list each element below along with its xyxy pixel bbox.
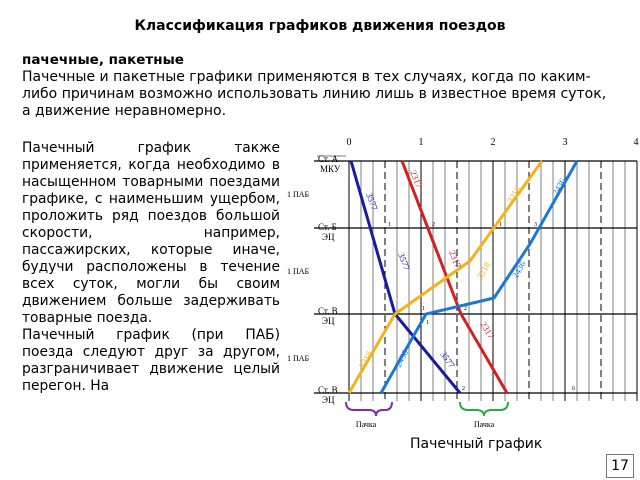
train-number-3577: 3577 (364, 191, 380, 212)
train-number-3218b: 3218 (474, 260, 493, 281)
haul-label: 1 ПАБ (287, 354, 310, 363)
hour-label: 1 (418, 137, 424, 148)
minute-mark: 2 (464, 306, 467, 312)
hour-label: 4 (633, 137, 639, 148)
diagram-caption: Пачечный график (410, 436, 543, 452)
slide-title: Классификация графиков движения поездов (134, 18, 506, 34)
train-number-3218c: 3218 (356, 349, 375, 370)
minute-mark: 3 (534, 222, 537, 228)
subhead-packet-label: пачечные (22, 52, 99, 68)
minute-mark: 2 (462, 386, 465, 392)
minute-mark: 1 (422, 306, 425, 312)
train-line-2317 (402, 161, 507, 393)
station-v2-sublabel: ЭЦ (322, 395, 335, 405)
bracket-label-left: Пачка (355, 420, 377, 429)
subheading (22, 52, 184, 68)
station-a-sublabel: МКУ (320, 164, 341, 174)
minute-mark: 1 (499, 222, 502, 228)
body-paragraph-2: Пачечный график (при ПАБ) поезда следуют друг за другом, разграничивает движение целый перегон. На (22, 327, 280, 394)
train-number-2317: 2317 (408, 169, 425, 190)
bracket-label-right: Пачка (473, 420, 495, 429)
train-number-3577b: 3577 (396, 251, 412, 272)
station-v-label: Ст. В (318, 306, 338, 316)
body-text (22, 140, 280, 395)
hour-label: 2 (490, 137, 496, 148)
minute-mark: 1 (388, 222, 391, 228)
page-number: 17 (606, 454, 634, 478)
train-number-3218: 3218 (505, 184, 523, 205)
train-number-2436: 2436 (550, 176, 568, 197)
subhead-batch-label: пакетные (108, 52, 184, 68)
hour-label: 0 (346, 137, 352, 148)
train-number-2317b: 2317 (447, 249, 464, 270)
station-b-label: Ст. Б (318, 222, 337, 232)
minute-mark: 6 (572, 386, 575, 392)
minute-mark: 1 (426, 320, 429, 326)
train-number-2317c: 2317 (478, 319, 497, 341)
bracket-right (460, 402, 508, 416)
haul-label: 1 ПАБ (287, 267, 310, 276)
intro-paragraph: Пачечные и пакетные графики применяются в тех случаях, когда по каким-либо причинам возможно использовать линию лишь в известное время суток, а движение неравномерно. (22, 69, 607, 119)
station-v2-label: Ст. В (318, 385, 338, 395)
minute-mark: 2 (432, 222, 435, 228)
train-schedule-diagram (284, 134, 640, 436)
station-a-label: Ст. А (318, 154, 339, 164)
train-number-2436b: 2436 (510, 259, 528, 280)
subhead-separator: , (98, 52, 109, 68)
bracket-left (346, 402, 392, 416)
hour-label: 3 (562, 137, 568, 148)
station-b-sublabel: ЭЦ (322, 232, 335, 242)
train-lines (349, 161, 577, 393)
train-number-2436c: 2436 (392, 348, 411, 369)
body-paragraph-1: Пачечный график также применяется, когда необходимо в насыщенном товарными поездами графике, с наименьшим ущербом, проложить ряд поездов большой скорости, например, пассажирских, которые иначе, будучи расположены в течение всех суток, могли бы своим движением больше задерживать товарные поезда. (22, 140, 280, 326)
haul-label: 1 ПАБ (287, 190, 310, 199)
station-v-sublabel: ЭЦ (322, 316, 335, 326)
train-number-3577c: 3577 (438, 349, 457, 370)
